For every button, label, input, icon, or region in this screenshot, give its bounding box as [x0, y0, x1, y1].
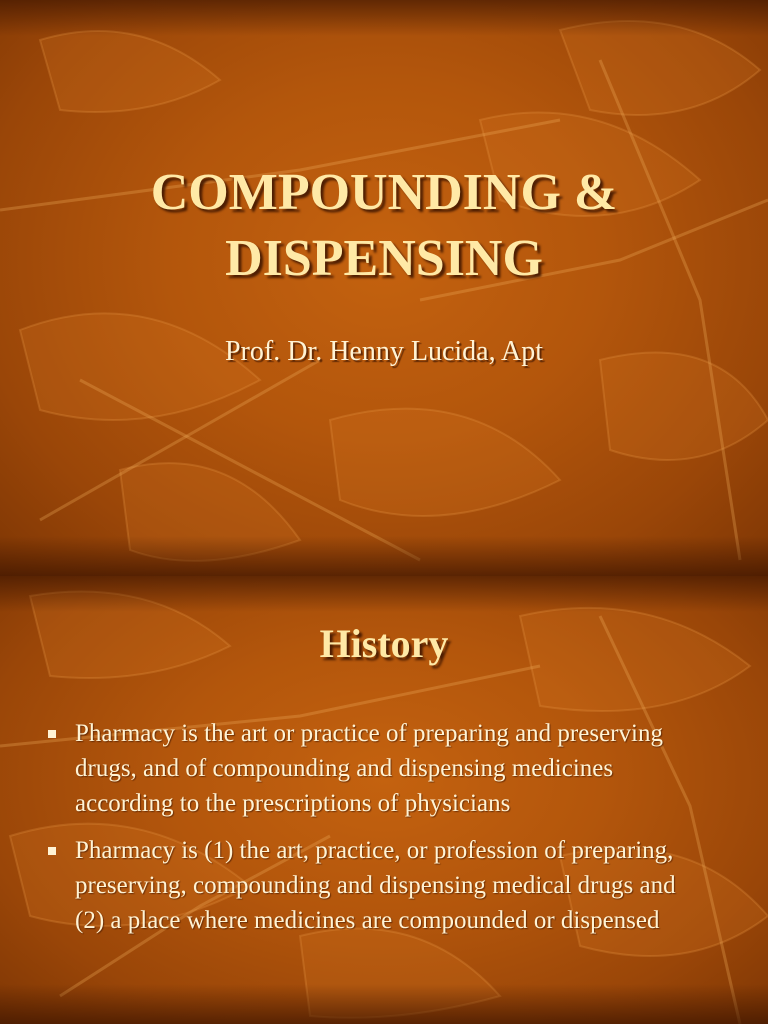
slide-title — [0, 160, 768, 292]
square-bullet-icon — [48, 730, 56, 738]
slide-heading: History — [319, 621, 449, 666]
title-line-1: COMPOUNDING & — [150, 164, 618, 221]
history-slide — [0, 576, 768, 1024]
square-bullet-icon — [48, 847, 56, 855]
title-line-2: DISPENSING — [225, 230, 543, 287]
bullet-list — [48, 716, 708, 950]
bullet-text: Pharmacy is the art or practice of preparing and preserving drugs, and of compounding and dispensing medicines according to the prescriptions of physicians — [75, 720, 663, 817]
bullet-text: Pharmacy is (1) the art, practice, or profession of preparing, preserving, compounding and dispensing medical drugs and (2) a place where medicines are compounded or dispensed — [75, 837, 676, 934]
list-item — [48, 833, 708, 938]
list-item — [48, 716, 708, 821]
presenter-name: Prof. Dr. Henny Lucida, Apt — [224, 336, 544, 367]
